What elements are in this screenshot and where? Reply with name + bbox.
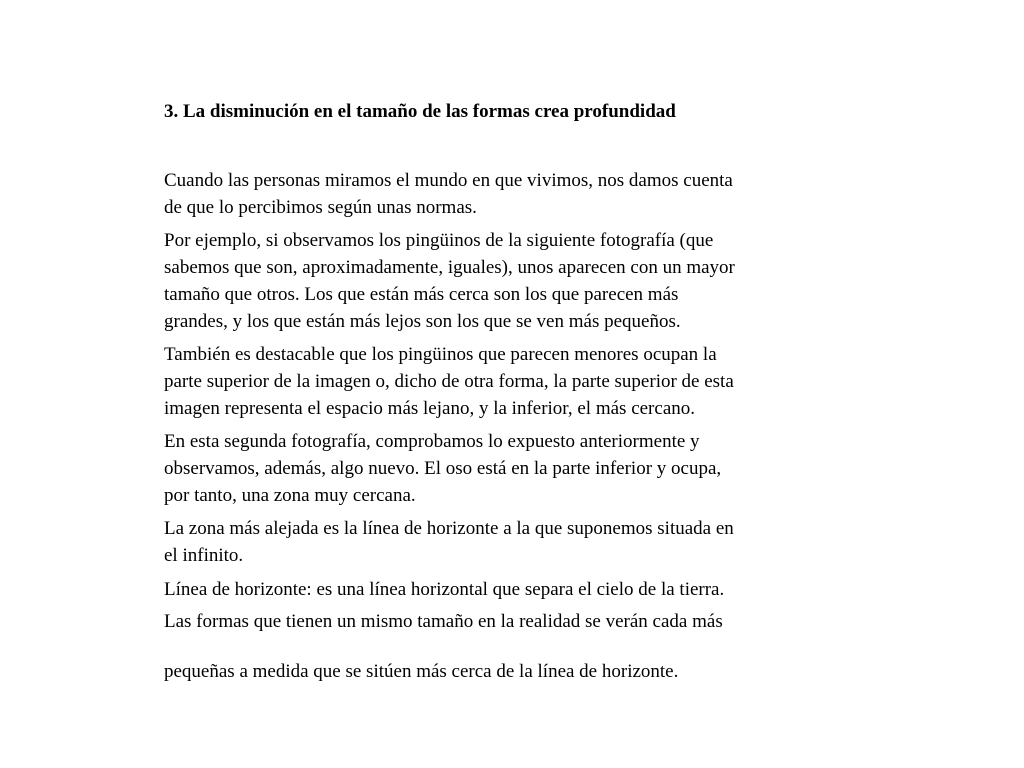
section-heading: 3. La disminución en el tamaño de las formas crea profundidad (164, 101, 676, 122)
text-line: Por ejemplo, si observamos los pingüinos de la siguiente fotografía (que (164, 230, 714, 251)
text-line: En esta segunda fotografía, comprobamos lo expuesto anteriormente y (164, 431, 700, 452)
text-line: Línea de horizonte: es una línea horizontal que separa el cielo de la tierra. (164, 579, 725, 600)
paragraph-forms-size (164, 608, 723, 635)
paragraph-far-zone (164, 515, 734, 569)
text-line: sabemos que son, aproximadamente, iguales), unos aparecen con un mayor (164, 257, 735, 278)
text-line: Las formas que tienen un mismo tamaño en la realidad se verán cada más (164, 611, 723, 632)
text-line: pequeñas a medida que se sitúen más cerca de la línea de horizonte. (164, 661, 679, 682)
text-line: También es destacable que los pingüinos que parecen menores ocupan la (164, 344, 717, 365)
paragraph-penguins-example (164, 227, 735, 335)
text-line: de que lo percibimos según unas normas. (164, 197, 477, 218)
paragraph-horizon-definition (164, 576, 724, 603)
paragraph-penguins-position (164, 341, 734, 422)
text-line: grandes, y los que están más lejos son los que se ven más pequeños. (164, 311, 681, 332)
text-line: parte superior de la imagen o, dicho de otra forma, la parte superior de esta (164, 371, 734, 392)
text-line: por tanto, una zona muy cercana. (164, 485, 416, 506)
text-line: La zona más alejada es la línea de horizonte a la que suponemos situada en (164, 518, 734, 539)
paragraph-intro (164, 167, 733, 221)
text-line: observamos, además, algo nuevo. El oso está en la parte inferior y ocupa, (164, 458, 722, 479)
text-line: Cuando las personas miramos el mundo en que vivimos, nos damos cuenta (164, 170, 733, 191)
text-line: el infinito. (164, 545, 244, 566)
paragraph-forms-size-continued (164, 658, 678, 685)
text-line: tamaño que otros. Los que están más cerca son los que parecen más (164, 284, 679, 305)
paragraph-bear-photo (164, 428, 721, 509)
text-line: imagen representa el espacio más lejano, y la inferior, el más cercano. (164, 398, 695, 419)
